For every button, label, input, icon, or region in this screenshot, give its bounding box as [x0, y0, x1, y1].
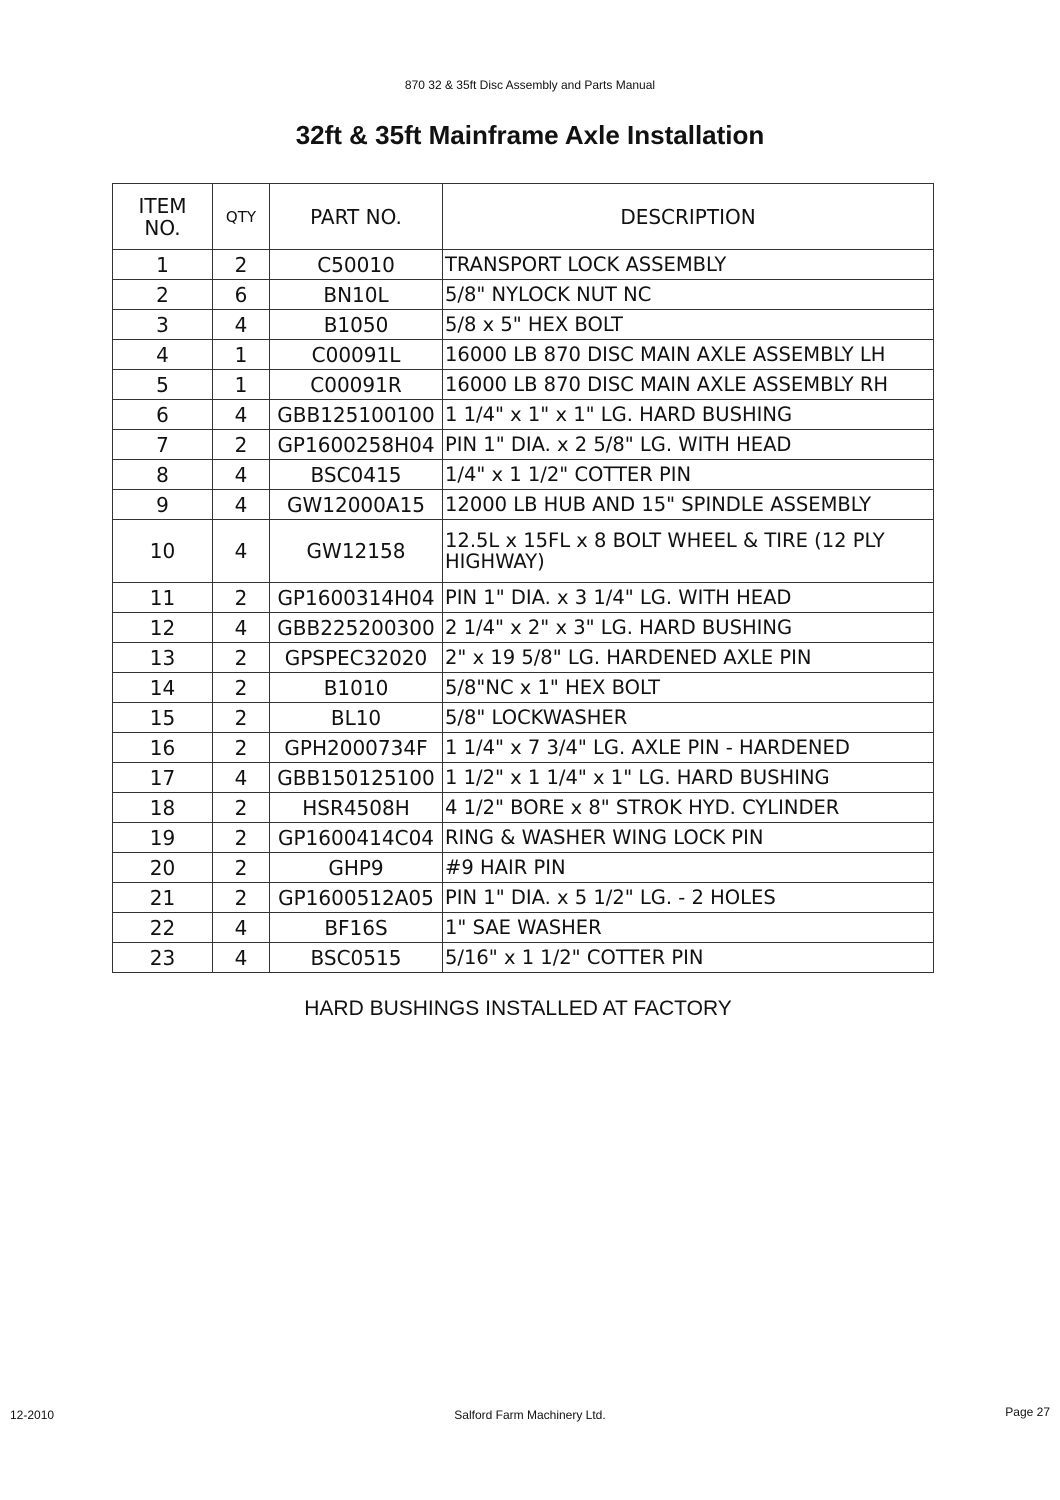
description-cell: 1 1/4" x 1" x 1" LG. HARD BUSHING	[443, 400, 934, 430]
item-number-cell: 8	[113, 460, 213, 490]
quantity-cell: 2	[213, 583, 270, 613]
quantity-cell: 2	[213, 250, 270, 280]
part-number-cell: GPH2000734F	[270, 733, 443, 763]
description-cell: 5/8" NYLOCK NUT NC	[443, 280, 934, 310]
header-qty: QTY	[213, 184, 270, 250]
quantity-cell: 4	[213, 310, 270, 340]
table-row	[113, 370, 934, 400]
parts-table-body	[113, 250, 934, 973]
item-number-cell: 19	[113, 823, 213, 853]
part-number-cell: GBB225200300	[270, 613, 443, 643]
quantity-cell: 2	[213, 703, 270, 733]
header-item-line1: ITEM	[138, 193, 187, 218]
item-number-cell: 10	[113, 520, 213, 583]
quantity-cell: 1	[213, 340, 270, 370]
quantity-cell: 2	[213, 823, 270, 853]
description-cell: 1/4" x 1 1/2" COTTER PIN	[443, 460, 934, 490]
quantity-cell: 2	[213, 793, 270, 823]
table-row	[113, 643, 934, 673]
description-cell: 4 1/2" BORE x 8" STROK HYD. CYLINDER	[443, 793, 934, 823]
header-description: DESCRIPTION	[443, 184, 934, 250]
table-row	[113, 613, 934, 643]
part-number-cell: C00091L	[270, 340, 443, 370]
item-number-cell: 2	[113, 280, 213, 310]
quantity-cell: 2	[213, 853, 270, 883]
part-number-cell: GW12000A15	[270, 490, 443, 520]
table-row	[113, 823, 934, 853]
part-number-cell: B1050	[270, 310, 443, 340]
item-number-cell: 15	[113, 703, 213, 733]
item-number-cell: 16	[113, 733, 213, 763]
table-row	[113, 883, 934, 913]
part-number-cell: HSR4508H	[270, 793, 443, 823]
quantity-cell: 6	[213, 280, 270, 310]
table-row	[113, 703, 934, 733]
quantity-cell: 2	[213, 883, 270, 913]
part-number-cell: GBB150125100	[270, 763, 443, 793]
item-number-cell: 4	[113, 340, 213, 370]
table-row	[113, 943, 934, 973]
table-row	[113, 280, 934, 310]
quantity-cell: 1	[213, 370, 270, 400]
item-number-cell: 18	[113, 793, 213, 823]
part-number-cell: GHP9	[270, 853, 443, 883]
quantity-cell: 4	[213, 943, 270, 973]
document-header: 870 32 & 35ft Disc Assembly and Parts Manual	[404, 78, 656, 92]
part-number-cell: BN10L	[270, 280, 443, 310]
item-number-cell: 12	[113, 613, 213, 643]
item-number-cell: 17	[113, 763, 213, 793]
item-number-cell: 5	[113, 370, 213, 400]
quantity-cell: 4	[213, 520, 270, 583]
part-number-cell: BL10	[270, 703, 443, 733]
quantity-cell: 4	[213, 913, 270, 943]
item-number-cell: 7	[113, 430, 213, 460]
item-number-cell: 23	[113, 943, 213, 973]
part-number-cell: B1010	[270, 673, 443, 703]
quantity-cell: 2	[213, 733, 270, 763]
parts-table	[112, 183, 934, 973]
footer-date: 12-2010	[10, 1408, 55, 1422]
table-row	[113, 250, 934, 280]
table-row	[113, 490, 934, 520]
part-number-cell: GPSPEC32020	[270, 643, 443, 673]
part-number-cell: GW12158	[270, 520, 443, 583]
table-header-row	[113, 184, 934, 250]
description-cell: 12.5L x 15FL x 8 BOLT WHEEL & TIRE (12 PLY HIGHWAY)	[443, 520, 934, 583]
description-cell: RING & WASHER WING LOCK PIN	[443, 823, 934, 853]
footer-company: Salford Farm Machinery Ltd.	[454, 1408, 606, 1422]
description-cell: 1 1/2" x 1 1/4" x 1" LG. HARD BUSHING	[443, 763, 934, 793]
description-cell: 5/8" LOCKWASHER	[443, 703, 934, 733]
table-row	[113, 430, 934, 460]
table-row	[113, 763, 934, 793]
item-number-cell: 13	[113, 643, 213, 673]
part-number-cell: BSC0415	[270, 460, 443, 490]
item-number-cell: 14	[113, 673, 213, 703]
description-cell: 1 1/4" x 7 3/4" LG. AXLE PIN - HARDENED	[443, 733, 934, 763]
description-cell: TRANSPORT LOCK ASSEMBLY	[443, 250, 934, 280]
factory-note: HARD BUSHINGS INSTALLED AT FACTORY	[304, 997, 732, 1020]
page-title: 32ft & 35ft Mainframe Axle Installation	[295, 120, 765, 150]
description-cell: PIN 1" DIA. x 5 1/2" LG. - 2 HOLES	[443, 883, 934, 913]
description-cell: 5/8"NC x 1" HEX BOLT	[443, 673, 934, 703]
header-item-line2: NO.	[144, 215, 181, 240]
quantity-cell: 2	[213, 430, 270, 460]
table-row	[113, 460, 934, 490]
description-cell: PIN 1" DIA. x 3 1/4" LG. WITH HEAD	[443, 583, 934, 613]
footer-page-number: Page 27	[1005, 1405, 1050, 1419]
description-cell: 16000 LB 870 DISC MAIN AXLE ASSEMBLY LH	[443, 340, 934, 370]
description-cell: 12000 LB HUB AND 15" SPINDLE ASSEMBLY	[443, 490, 934, 520]
quantity-cell: 4	[213, 613, 270, 643]
description-cell: #9 HAIR PIN	[443, 853, 934, 883]
part-number-cell: C50010	[270, 250, 443, 280]
part-number-cell: GP1600512A05	[270, 883, 443, 913]
table-row	[113, 853, 934, 883]
item-number-cell: 6	[113, 400, 213, 430]
table-row	[113, 583, 934, 613]
description-cell: 5/8 x 5" HEX BOLT	[443, 310, 934, 340]
part-number-cell: BSC0515	[270, 943, 443, 973]
description-cell: 2 1/4" x 2" x 3" LG. HARD BUSHING	[443, 613, 934, 643]
item-number-cell: 3	[113, 310, 213, 340]
item-number-cell: 1	[113, 250, 213, 280]
table-row	[113, 673, 934, 703]
part-number-cell: GP1600314H04	[270, 583, 443, 613]
quantity-cell: 4	[213, 763, 270, 793]
part-number-cell: GP1600258H04	[270, 430, 443, 460]
part-number-cell: GBB125100100	[270, 400, 443, 430]
item-number-cell: 22	[113, 913, 213, 943]
quantity-cell: 4	[213, 460, 270, 490]
table-row	[113, 310, 934, 340]
header-part-no: PART NO.	[270, 184, 443, 250]
description-cell: 16000 LB 870 DISC MAIN AXLE ASSEMBLY RH	[443, 370, 934, 400]
item-number-cell: 11	[113, 583, 213, 613]
part-number-cell: BF16S	[270, 913, 443, 943]
table-row	[113, 520, 934, 583]
table-row	[113, 913, 934, 943]
description-cell: 1" SAE WASHER	[443, 913, 934, 943]
description-cell: 5/16" x 1 1/2" COTTER PIN	[443, 943, 934, 973]
item-number-cell: 9	[113, 490, 213, 520]
description-cell: 2" x 19 5/8" LG. HARDENED AXLE PIN	[443, 643, 934, 673]
table-row	[113, 340, 934, 370]
item-number-cell: 20	[113, 853, 213, 883]
description-cell: PIN 1" DIA. x 2 5/8" LG. WITH HEAD	[443, 430, 934, 460]
part-number-cell: GP1600414C04	[270, 823, 443, 853]
table-row	[113, 400, 934, 430]
quantity-cell: 2	[213, 643, 270, 673]
header-item-no	[113, 184, 213, 250]
quantity-cell: 4	[213, 400, 270, 430]
table-row	[113, 733, 934, 763]
quantity-cell: 4	[213, 490, 270, 520]
part-number-cell: C00091R	[270, 370, 443, 400]
item-number-cell: 21	[113, 883, 213, 913]
table-row	[113, 793, 934, 823]
quantity-cell: 2	[213, 673, 270, 703]
